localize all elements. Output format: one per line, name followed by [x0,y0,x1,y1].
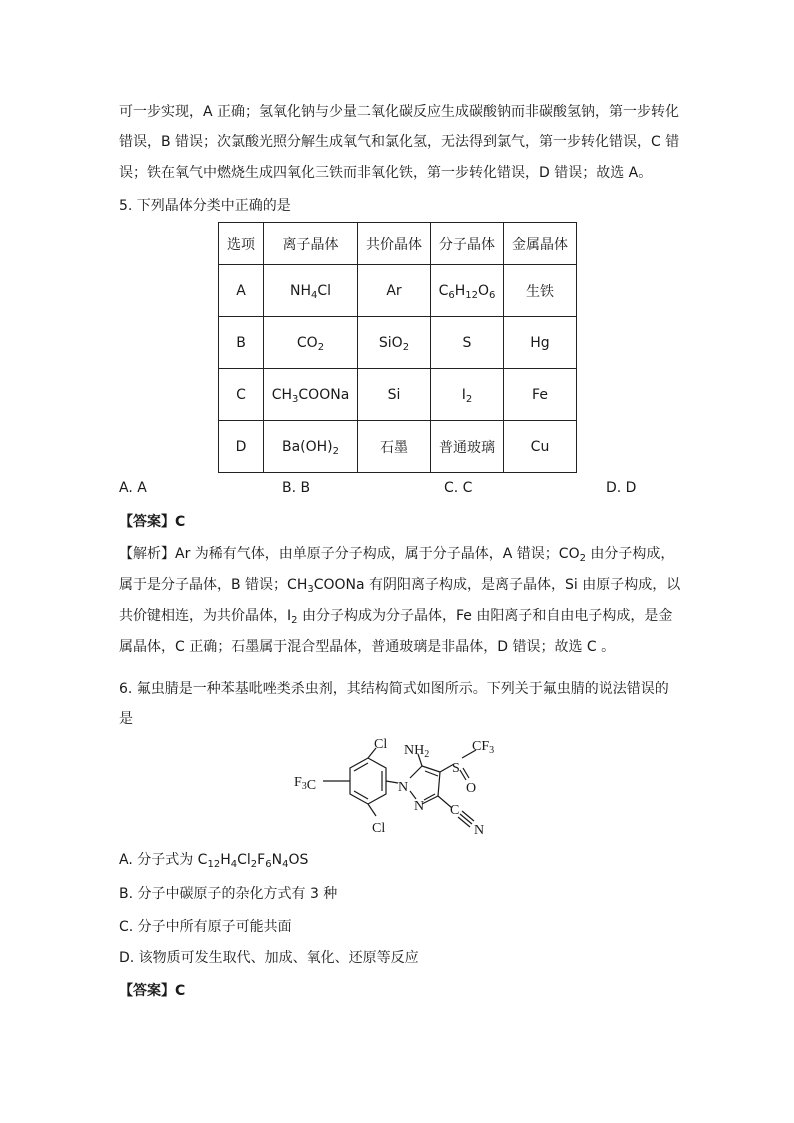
table-cell: S [431,317,504,369]
struct-label-nh2: $NH_2$ [404,743,430,760]
struct-label-f3c: $F_3C$ [294,775,317,793]
table-header-cell: 选项 [219,223,264,265]
table-cell: C [219,369,264,421]
question-6-option-d: D. 该物质可发生取代、加成、氧化、还原等反应 [119,950,419,966]
table-cell: $CO_2$ [264,317,358,369]
option-a: A. A [119,480,147,496]
struct-label-cl-bottom: Cl [372,821,386,836]
table-cell: $CH_3COONa$ [264,369,358,421]
q5-analysis-line3: 共价键相连，为共价晶体，$I_2$ 由分子构成为分子晶体，Fe 由阳离子和自由电子构成，是金 [119,608,673,626]
table-cell: $C_6H_{12}O_6$ [431,265,504,317]
crystal-classification-table [218,222,577,473]
question-5-stem: 5. 下列晶体分类中正确的是 [119,198,291,214]
table-cell: 石墨 [358,421,431,473]
table-cell: A [219,265,264,317]
table-cell: $I_2$ [431,369,504,421]
table-cell: Cu [504,421,577,473]
table-cell: SiO$_2$ [358,317,431,369]
q5-analysis-line4: 属晶体，C 正确；石墨属于混合型晶体，普通玻璃是非晶体，D 错误；故选 C 。 [119,639,616,655]
table-row [219,265,577,317]
table-cell: 普通玻璃 [431,421,504,473]
paragraph1-line1: 可一步实现，A 正确；氢氧化钠与少量二氧化碳反应生成碳酸钠而非碳酸氢钠，第一步转化 [119,104,680,120]
option-d: D. D [606,480,637,496]
question-6-stem-line1: 6. 氟虫腈是一种苯基吡唑类杀虫剂，其结构简式如图所示。下列关于氟虫腈的说法错误的 [119,681,669,697]
table-row [219,421,577,473]
table-header-row [219,223,577,265]
table-cell: $NH_4Cl$ [264,265,358,317]
table-cell: $Ba(OH)_2$ [264,421,358,473]
table-cell: D [219,421,264,473]
question-6-option-c: C. 分子中所有原子可能共面 [119,919,292,935]
table-cell: Si [358,369,431,421]
paragraph1-line2: 错误，B 错误；次氯酸光照分解生成氧气和氯化氢，无法得到氯气，第一步转化错误，C 错 [119,134,680,150]
struct-label-cl-top: Cl [374,737,388,752]
option-c: C. C [444,480,473,496]
table-header-cell: 离子晶体 [264,223,358,265]
struct-label-n2: N [414,799,425,814]
table-header-cell: 共价晶体 [358,223,431,265]
fipronil-structure-diagram [290,736,510,840]
paragraph1-line3: 误；铁在氧气中燃烧生成四氧化三铁而非氧化铁，第一步转化错误，D 错误；故选 A。 [119,165,653,181]
table-cell: 生铁 [504,265,577,317]
table-cell: Hg [504,317,577,369]
struct-label-n-nitrile: N [474,823,485,838]
question-6-option-a: A. 分子式为 $C_{12}H_4Cl_2F_6N_4OS$ [119,852,309,870]
struct-label-s: S [452,761,460,776]
table-cell: B [219,317,264,369]
table-header-cell: 金属晶体 [504,223,577,265]
q5-analysis-line2: 属于是分子晶体，B 错误；$CH_3COONa$ 有阴阳离子构成，是离子晶体，Si 由原子构成，以 [119,577,681,595]
struct-label-c-nitrile: C [450,803,460,818]
question-6-answer: 【答案】C [119,983,186,999]
option-b: B. B [282,480,311,496]
struct-label-cf3-right: $CF_3$ [472,739,495,756]
question-6-stem-line2: 是 [119,711,133,727]
table-cell: Fe [504,369,577,421]
table-cell: Ar [358,265,431,317]
q5-analysis-line1: 【解析】Ar 为稀有气体，由单原子分子构成，属于分子晶体，A 错误；$CO_2$ 由分子构成， [119,546,675,564]
question-6-option-b: B. 分子中碳原子的杂化方式有 3 种 [119,886,338,902]
question-5-answer: 【答案】C [119,514,186,530]
table-row [219,369,577,421]
table-row [219,317,577,369]
table-header-cell: 分子晶体 [431,223,504,265]
struct-label-n1: N [398,780,409,795]
struct-label-o: O [466,781,477,796]
